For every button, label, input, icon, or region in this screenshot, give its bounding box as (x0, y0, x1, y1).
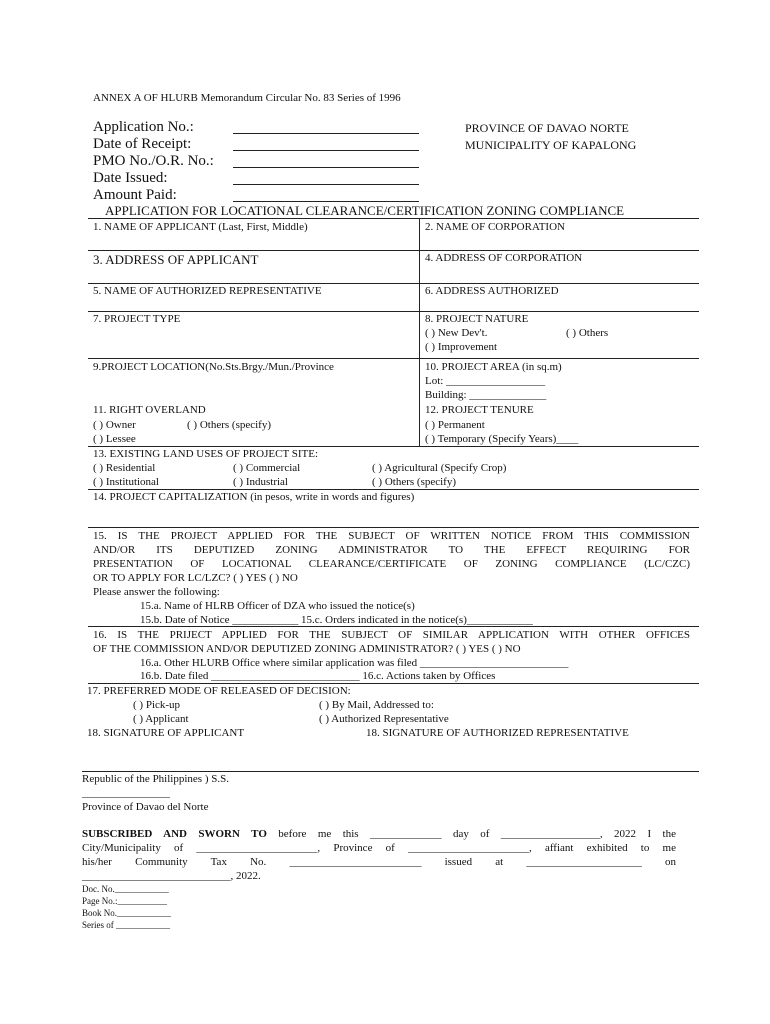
book-no-field: Book No.____________ (82, 908, 172, 918)
new-dev-option[interactable]: ( ) New Dev't. (425, 327, 488, 339)
item-12-label: 12. PROJECT TENURE (425, 404, 534, 416)
row-divider (88, 527, 699, 528)
item-1-label: 1. NAME OF APPLICANT (Last, First, Middle) (93, 221, 308, 233)
municipality-header: MUNICIPALITY OF KAPALONG (465, 138, 637, 152)
residential-option[interactable]: ( ) Residential (93, 462, 156, 474)
owner-option[interactable]: ( ) Owner (93, 419, 136, 431)
lot-area-field[interactable]: Lot: __________________ (425, 375, 546, 387)
doc-no-field: Doc. No.____________ (82, 884, 169, 894)
row-divider (88, 626, 699, 627)
institutional-option[interactable]: ( ) Institutional (93, 476, 159, 488)
commercial-option[interactable]: ( ) Commercial (233, 462, 301, 474)
item-15bc-label: 15.b. Date of Notice ____________ 15.c. Orders indicated in the notice(s)____________ (140, 614, 533, 626)
applicant-option[interactable]: ( ) Applicant (133, 713, 189, 725)
row-divider (88, 446, 699, 447)
ctc-line: his/her Community Tax No. ________________________ issued at _____________________ on (82, 856, 676, 868)
item-10-label: 10. PROJECT AREA (in sq.m) (425, 361, 562, 373)
item-16a-label: 16.a. Other HLURB Office where similar application was filed ___________________________ (140, 657, 569, 669)
application-no-label: Application No.: (93, 119, 194, 135)
item-2-label: 2. NAME OF CORPORATION (425, 221, 565, 233)
item-8-label: 8. PROJECT NATURE (425, 313, 529, 325)
city-province-line: City/Municipality of ______________________, Province of ______________________, affiant exhibited to me (82, 842, 676, 854)
row-divider (88, 683, 699, 684)
item-15-question-line3: PRESENTATION OF LOCATIONAL CLEARANCE/CERTIFICATE OF ZONING COMPLIANCE (LC/CZC) (93, 558, 690, 570)
republic-label: Republic of the Philippines ) S.S. (82, 773, 229, 785)
date-line: ___________________________, 2022. (82, 870, 261, 882)
amount-paid-field[interactable] (233, 201, 419, 202)
item-15-question-line2: AND/OR ITS DEPUTIZED ZONING ADMINISTRATOR TO THE EFFECT REQUIRING FOR (93, 544, 690, 556)
series-of-field: Series of ____________ (82, 920, 170, 930)
date-of-receipt-label: Date of Receipt: (93, 136, 192, 152)
subscribed-rest: before me this _____________ day of __________________, 2022 I the (266, 828, 676, 840)
industrial-option[interactable]: ( ) Industrial (233, 476, 288, 488)
item-16bc-label: 16.b. Date filed ___________________________ 16.c. Actions taken by Offices (140, 670, 496, 682)
date-issued-label: Date Issued: (93, 170, 168, 186)
province-label: Province of Davao del Norte (82, 801, 209, 813)
item-3-label: 3. ADDRESS OF APPLICANT (93, 252, 259, 267)
temporary-option[interactable]: ( ) Temporary (Specify Years)____ (425, 433, 579, 445)
item-7-label: 7. PROJECT TYPE (93, 313, 181, 325)
row-divider (88, 250, 699, 251)
subscribed-bold: SUBSCRIBED AND SWORN TO (82, 828, 267, 840)
date-issued-field[interactable] (233, 184, 419, 185)
authorized-rep-option[interactable]: ( ) Authorized Representative (319, 713, 449, 725)
item-15-question: 15. IS THE PROJECT APPLIED FOR THE SUBJECT OF WRITTEN NOTICE FROM THIS COMMISSION (93, 530, 690, 542)
agricultural-option[interactable]: ( ) Agricultural (Specify Crop) (372, 462, 507, 474)
item-15-question-line4: OR TO APPLY FOR LC/LZC? ( ) YES ( ) NO (93, 572, 298, 584)
rep-signature-label: 18. SIGNATURE OF AUTHORIZED REPRESENTATIVE (366, 727, 629, 739)
permanent-option[interactable]: ( ) Permanent (425, 419, 485, 431)
province-header: PROVINCE OF DAVAO NORTE (465, 121, 629, 135)
item-13-label: 13. EXISTING LAND USES OF PROJECT SITE: (93, 448, 319, 460)
item-4-label: 4. ADDRESS OF CORPORATION (425, 252, 583, 264)
row-divider (88, 283, 699, 284)
row-divider (88, 218, 699, 219)
item-17-label: 17. PREFERRED MODE OF RELEASED OF DECISION: (87, 685, 351, 697)
subscribed-line (82, 828, 676, 840)
item-16-question-line2: OF THE COMMISSION AND/OR DEPUTIZED ZONING ADMINISTRATOR? ( ) YES ( ) NO (93, 643, 521, 655)
improvement-option[interactable]: ( ) Improvement (425, 341, 498, 353)
application-no-field[interactable] (233, 133, 419, 134)
amount-paid-label: Amount Paid: (93, 187, 177, 203)
item-6-label: 6. ADDRESS AUTHORIZED (425, 285, 559, 297)
annex-title: ANNEX A OF HLURB Memorandum Circular No. 83 Series of 1996 (93, 92, 401, 104)
pmo-no-field[interactable] (233, 167, 419, 168)
item-9-label: 9.PROJECT LOCATION(No.Sts.Brgy./Mun./Province (93, 361, 334, 373)
row-divider (88, 311, 699, 312)
nature-others-option[interactable]: ( ) Others (566, 327, 609, 339)
please-answer-label: Please answer the following: (93, 586, 220, 598)
signature-line (82, 771, 699, 772)
lessee-option[interactable]: ( ) Lessee (93, 433, 136, 445)
land-use-others-option[interactable]: ( ) Others (specify) (372, 476, 456, 488)
item-5-label: 5. NAME OF AUTHORIZED REPRESENTATIVE (93, 285, 322, 297)
pmo-no-label: PMO No./O.R. No.: (93, 153, 214, 169)
blank-line: ________________ (82, 787, 170, 799)
page-no-field: Page No.:___________ (82, 896, 167, 906)
pickup-option[interactable]: ( ) Pick-up (133, 699, 181, 711)
row-divider (88, 489, 699, 490)
item-11-label: 11. RIGHT OVERLAND (93, 404, 206, 416)
by-mail-option[interactable]: ( ) By Mail, Addressed to: (319, 699, 434, 711)
form-title: APPLICATION FOR LOCATIONAL CLEARANCE/CERTIFICATION ZONING COMPLIANCE (105, 203, 625, 218)
date-of-receipt-field[interactable] (233, 150, 419, 151)
building-area-field[interactable]: Building: ______________ (425, 389, 547, 401)
column-divider (419, 218, 420, 446)
item-15a-label: 15.a. Name of HLRB Officer of DZA who issued the notice(s) (140, 600, 415, 612)
overland-others-option[interactable]: ( ) Others (specify) (187, 419, 271, 431)
applicant-signature-label: 18. SIGNATURE OF APPLICANT (87, 727, 245, 739)
row-divider (88, 358, 699, 359)
item-14-label: 14. PROJECT CAPITALIZATION (in pesos, write in words and figures) (93, 491, 415, 503)
item-16-question: 16. IS THE PRIJECT APPLIED FOR THE SUBJECT OF SIMILAR APPLICATION WITH OTHER OFFICES (93, 629, 690, 641)
